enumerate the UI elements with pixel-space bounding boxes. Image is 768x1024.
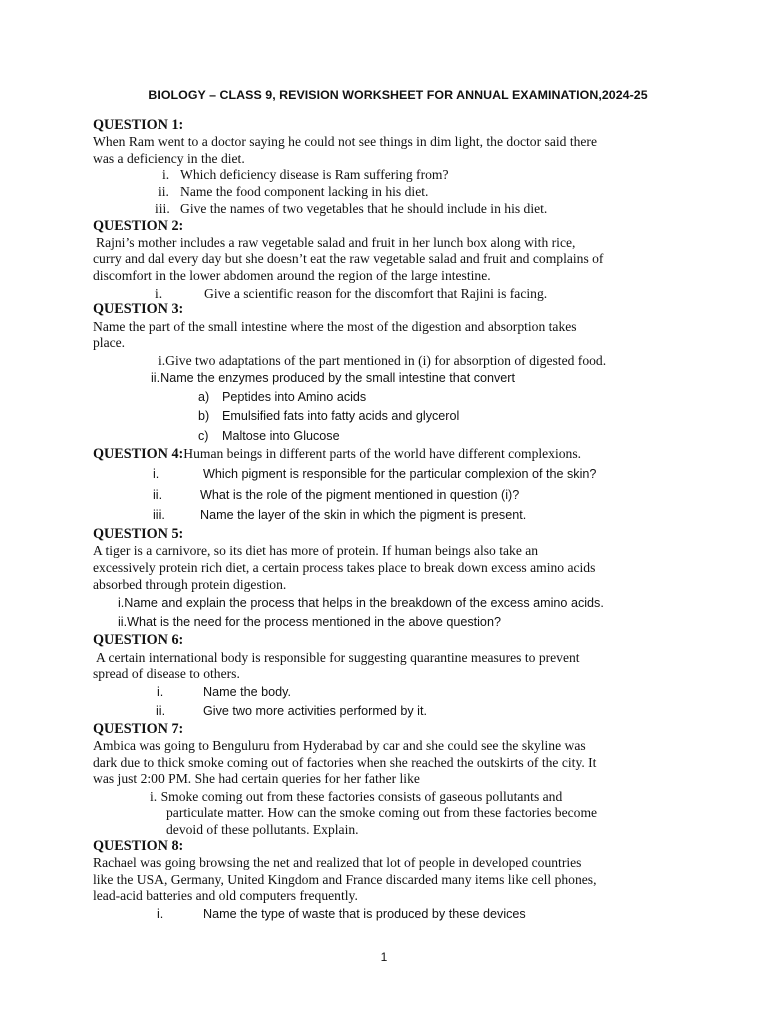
q1-item-ii-text: Name the food component lacking in his diet. xyxy=(180,184,429,199)
question-8-line-2: like the USA, Germany, United Kingdom and France discarded many items like cell phones, xyxy=(93,872,597,887)
question-2-heading: QUESTION 2: xyxy=(93,218,184,234)
q4-item-i-text: Which pigment is responsible for the particular complexion of the skin? xyxy=(203,467,597,481)
question-3-line-1: Name the part of the small intestine where the most of the digestion and absorption takes xyxy=(93,319,577,334)
question-2-line-3: discomfort in the lower abdomen around the region of the large intestine. xyxy=(93,268,491,283)
q8-item-i-text: Name the type of waste that is produced by these devices xyxy=(203,907,526,921)
question-8-line-1: Rachael was going browsing the net and realized that lot of people in developed countries xyxy=(93,855,582,870)
q5-item-ii-text: ii.What is the need for the process mentioned in the above question? xyxy=(118,615,501,629)
q3-item-ii-text: ii.Name the enzymes produced by the small intestine that convert xyxy=(151,371,516,385)
question-4-heading: QUESTION 4: xyxy=(93,446,184,462)
q1-item-i-number: i. xyxy=(162,167,170,182)
question-5-line-2: excessively protein rich diet, a certain process takes place to break down excess amino acids xyxy=(93,560,596,575)
q6-item-i-text: Name the body. xyxy=(203,685,291,699)
q3-sub-b-text: Emulsified fats into fatty acids and glycerol xyxy=(222,409,460,423)
q1-item-iii-text: Give the names of two vegetables that he should include in his diet. xyxy=(180,201,548,216)
question-8-line-3: lead-acid batteries and old computers frequently. xyxy=(93,888,358,903)
q4-item-ii-number: ii. xyxy=(153,488,163,502)
q1-item-iii-number: iii. xyxy=(155,201,170,216)
question-3-line-2: place. xyxy=(93,335,126,350)
q7-item-i-line-2: particulate matter. How can the smoke coming out from these factories become xyxy=(166,805,598,820)
question-5-line-3: absorbed through protein digestion. xyxy=(93,577,287,592)
q4-item-iii-text: Name the layer of the skin in which the pigment is present. xyxy=(200,508,527,522)
question-8-heading: QUESTION 8: xyxy=(93,838,184,854)
q3-sub-b-label: b) xyxy=(198,409,210,423)
q2-item-i-text: Give a scientific reason for the discomfort that Rajini is facing. xyxy=(204,286,548,301)
q6-item-i-number: i. xyxy=(157,685,164,699)
q4-item-iii-number: iii. xyxy=(153,508,165,522)
question-7-line-2: dark due to thick smoke coming out of factories when she reached the outskirts of the city. It xyxy=(93,755,597,770)
q5-item-i-text: i.Name and explain the process that helps in the breakdown of the excess amino acids. xyxy=(118,596,604,610)
question-1-line-1: When Ram went to a doctor saying he could not see things in dim light, the doctor said there xyxy=(93,134,597,149)
worksheet-title: BIOLOGY – CLASS 9, REVISION WORKSHEET FOR ANNUAL EXAMINATION,2024-25 xyxy=(148,88,648,102)
q4-item-i-number: i. xyxy=(153,467,160,481)
question-1-heading: QUESTION 1: xyxy=(93,117,184,133)
q6-item-ii-text: Give two more activities performed by it. xyxy=(203,704,427,718)
q3-item-i-text: i.Give two adaptations of the part mentioned in (i) for absorption of digested food. xyxy=(158,353,607,368)
question-4-line xyxy=(93,446,581,463)
q1-item-i-text: Which deficiency disease is Ram suffering from? xyxy=(180,167,449,182)
question-7-line-3: was just 2:00 PM. She had certain queries for her father like xyxy=(93,771,420,786)
question-2-line-1: Rajni’s mother includes a raw vegetable salad and fruit in her lunch box along with rice, xyxy=(96,235,576,250)
question-6-line-2: spread of disease to others. xyxy=(93,666,240,681)
question-5-heading: QUESTION 5: xyxy=(93,526,184,542)
q3-sub-c-text: Maltose into Glucose xyxy=(222,429,340,443)
question-6-heading: QUESTION 6: xyxy=(93,632,184,648)
q1-item-ii-number: ii. xyxy=(158,184,169,199)
q3-sub-a-text: Peptides into Amino acids xyxy=(222,390,367,404)
q6-item-ii-number: ii. xyxy=(156,704,166,718)
question-5-line-1: A tiger is a carnivore, so its diet has more of protein. If human beings also take an xyxy=(93,543,539,558)
q7-item-i-line-1: i. Smoke coming out from these factories consists of gaseous pollutants and xyxy=(150,789,563,804)
question-1-line-2: was a deficiency in the diet. xyxy=(93,151,245,166)
q3-sub-c-label: c) xyxy=(198,429,209,443)
q4-item-ii-text: What is the role of the pigment mentioned in question (i)? xyxy=(200,488,520,502)
q7-item-i-line-3: devoid of these pollutants. Explain. xyxy=(166,822,359,837)
page-number: 1 xyxy=(380,950,388,964)
question-7-line-1: Ambica was going to Benguluru from Hyderabad by car and she could see the skyline was xyxy=(93,738,586,753)
q8-item-i-number: i. xyxy=(157,907,164,921)
question-7-heading: QUESTION 7: xyxy=(93,721,184,737)
question-6-line-1: A certain international body is responsible for suggesting quarantine measures to prevent xyxy=(96,650,580,665)
question-2-line-2: curry and dal every day but she doesn’t eat the raw vegetable salad and fruit and complains of xyxy=(93,251,604,266)
question-4-inline-text: Human beings in different parts of the world have different complexions. xyxy=(183,446,582,461)
q3-sub-a-label: a) xyxy=(198,390,210,404)
q2-item-i-number: i. xyxy=(155,286,163,301)
question-3-heading: QUESTION 3: xyxy=(93,301,184,317)
